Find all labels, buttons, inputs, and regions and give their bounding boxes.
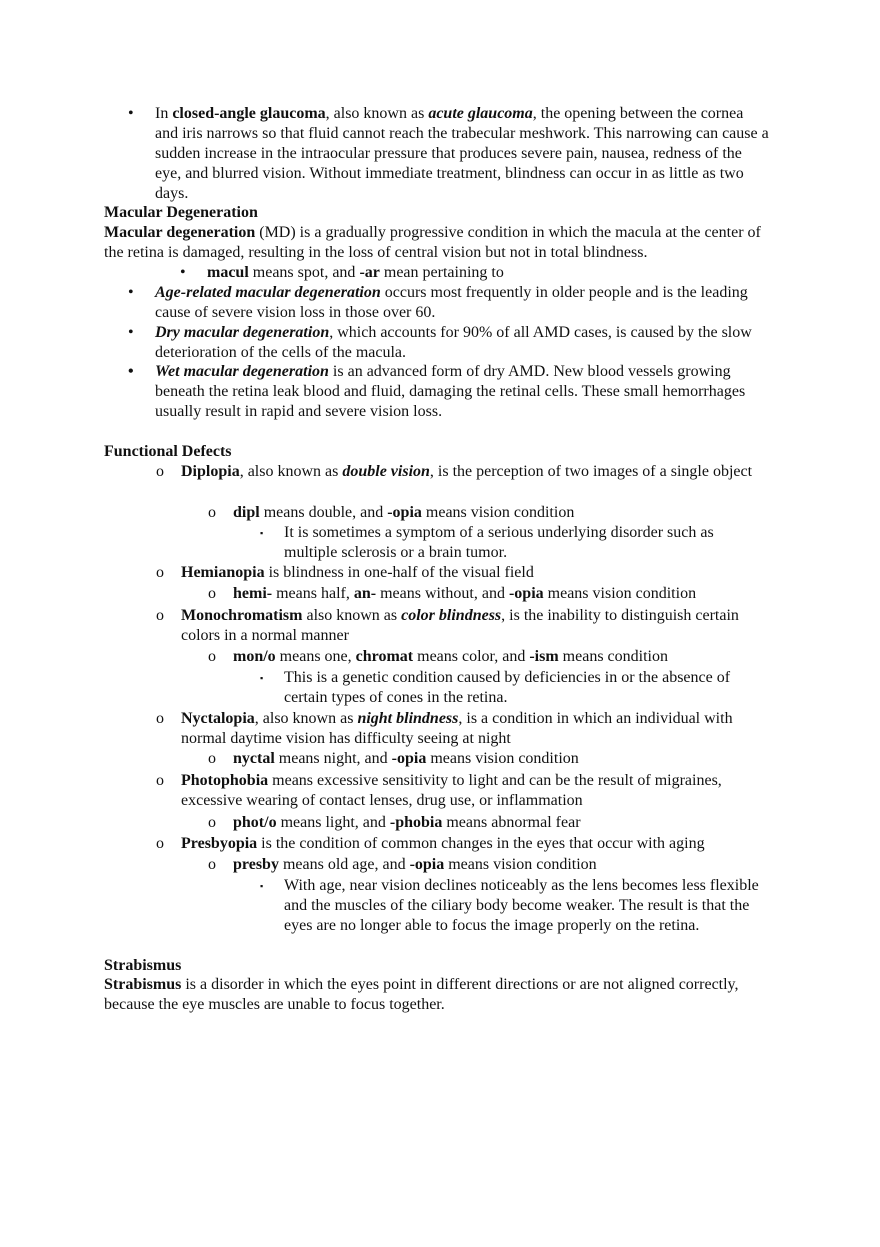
list-item-text: Photophobia means excessive sensitivity to light and can be the result of migraines, excessive wearing of contact lenses, drug use, or inflammation: [181, 772, 722, 809]
alias-term: acute glaucoma: [428, 105, 533, 122]
term: closed-angle glaucoma: [172, 105, 326, 122]
section-heading-strabismus: Strabismus: [104, 957, 182, 974]
circle-marker: o: [208, 814, 216, 831]
circle-marker: o: [208, 750, 216, 767]
circle-marker: o: [156, 463, 164, 480]
bullet-marker: •: [128, 105, 134, 122]
circle-marker: o: [208, 585, 216, 602]
square-marker: ▪: [260, 881, 264, 891]
word-part-text: phot/o means light, and -phobia means abnormal fear: [233, 814, 581, 831]
circle-marker: o: [156, 710, 164, 727]
word-part-text: mon/o means one, chromat means color, and -ism means condition: [233, 648, 668, 665]
list-item-text: Age-related macular degeneration occurs most frequently in older people and is the leading cause of severe vision loss in those over 60.: [155, 284, 748, 321]
list-item-text: Nyctalopia, also known as night blindness, is a condition in which an individual with normal daytime vision has difficulty seeing at night: [181, 710, 733, 747]
circle-marker: o: [156, 835, 164, 852]
circle-marker: o: [208, 504, 216, 521]
bullet-marker: •: [128, 284, 134, 301]
strabismus-paragraph: Strabismus is a disorder in which the eyes point in different directions or are not aligned correctly, because the eye muscles are unable to focus together.: [104, 976, 739, 1013]
circle-marker: o: [156, 564, 164, 581]
list-item-text: Dry macular degeneration, which accounts for 90% of all AMD cases, is caused by the slow deterioration of the cells of the macula.: [155, 324, 752, 361]
circle-marker: o: [208, 856, 216, 873]
note-text: This is a genetic condition caused by deficiencies in or the absence of certain types of cones in the retina.: [284, 669, 731, 706]
list-item-text: Diplopia, also known as double vision, is the perception of two images of a single object: [181, 463, 753, 480]
square-marker: ▪: [260, 528, 264, 538]
word-part-text: nyctal means night, and -opia means vision condition: [233, 750, 579, 767]
word-part-text: hemi- means half, an- means without, and -opia means vision condition: [233, 585, 697, 602]
glaucoma-text: In closed-angle glaucoma, also known as acute glaucoma, the opening between the cornea and iris narrows so that fluid cannot reach the trabecular meshwork. This narrowing can cause a sudden increase in the intraocular pressure that produces severe pain, nausea, redness of the eye, and blurred vision. Without immediate treatment, blindness can occur in as little as two days.: [155, 105, 769, 202]
note-text: With age, near vision declines noticeably as the lens becomes less flexible and the muscles of the ciliary body become weaker. The result is that the eyes are no longer able to focus the image properly on the retina.: [284, 877, 759, 934]
circle-marker: o: [208, 648, 216, 665]
word-part-text: macul means spot, and -ar mean pertaining to: [207, 264, 504, 281]
list-item-text: Wet macular degeneration is an advanced form of dry AMD. New blood vessels growing beneath the retina leak blood and fluid, damaging the retinal cells. These small hemorrhages usually result in rapid and severe vision loss.: [155, 363, 746, 420]
circle-marker: o: [156, 607, 164, 624]
bullet-marker: •: [128, 324, 134, 341]
section-heading-functional: Functional Defects: [104, 443, 232, 460]
section-heading-macular: Macular Degeneration: [104, 204, 258, 221]
list-item-text: Monochromatism also known as color blindness, is the inability to distinguish certain colors in a normal manner: [181, 607, 739, 644]
word-part-text: dipl means double, and -opia means vision condition: [233, 504, 575, 521]
bullet-marker: •: [128, 363, 134, 380]
circle-marker: o: [156, 772, 164, 789]
macular-intro: Macular degeneration (MD) is a gradually progressive condition in which the macula at the center of the retina is damaged, resulting in the loss of central vision but not in total blindness.: [104, 224, 761, 261]
list-item-text: Presbyopia is the condition of common changes in the eyes that occur with aging: [181, 835, 705, 852]
bullet-marker: •: [180, 264, 186, 281]
square-marker: ▪: [260, 673, 264, 683]
list-item-text: Hemianopia is blindness in one-half of the visual field: [181, 564, 534, 581]
note-text: It is sometimes a symptom of a serious underlying disorder such as multiple sclerosis or a brain tumor.: [284, 524, 714, 561]
word-part-text: presby means old age, and -opia means vision condition: [233, 856, 597, 873]
